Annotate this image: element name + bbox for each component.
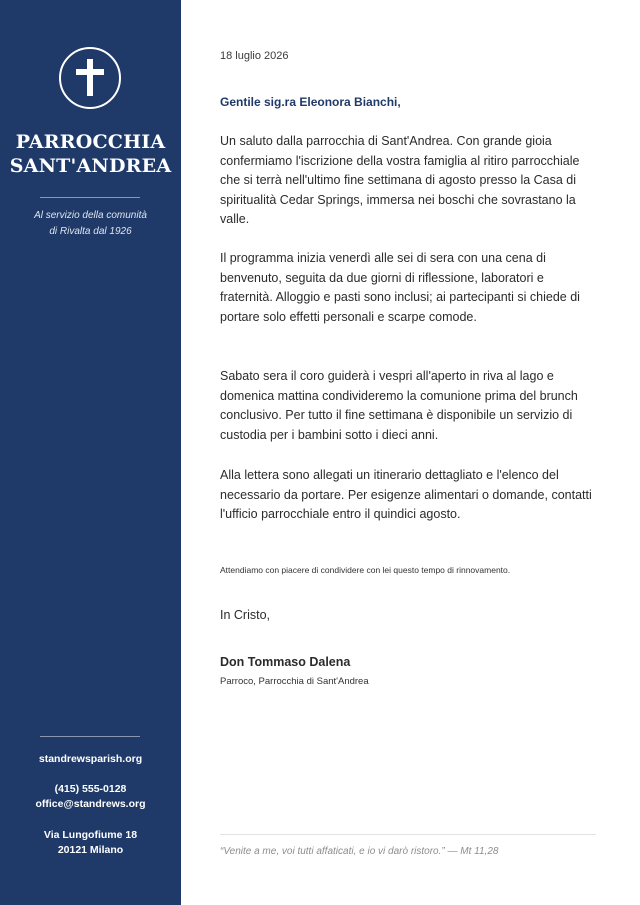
sidebar-divider-top (40, 197, 140, 198)
parish-tagline (0, 208, 181, 240)
parish-name (0, 130, 181, 178)
letter-date: 18 luglio 2026 (220, 50, 289, 62)
phone-number: (415) 555-0128 (54, 783, 127, 795)
parish-name-line1: PARROCCHIA (15, 131, 166, 153)
sidebar-divider-bottom (40, 736, 140, 737)
closing-note: Attendiamo con piacere di condividere con lei questo tempo di rinnovamento. (220, 565, 511, 575)
cross-icon (59, 47, 121, 109)
closing: In Cristo, (220, 608, 271, 622)
email-link[interactable]: office@standrews.org (35, 798, 146, 810)
address-line1: Via Lungofiume 18 (43, 829, 138, 841)
salutation: Gentile sig.ra Eleonora Bianchi, (220, 95, 401, 109)
signer-name: Don Tommaso Dalena (220, 655, 351, 669)
sidebar (0, 0, 181, 905)
paragraph-3: Sabato sera il coro guiderà i vespri all'aperto in riva al lago e domenica mattina condivideremo la comunione prima del brunch conclusivo. Per tutto il fine settimana è disponibile un servizio di custodia per i bambini sotto i dieci anni. (220, 369, 578, 442)
website-link[interactable]: standrewsparish.org (38, 753, 143, 765)
paragraph-4: Alla lettera sono allegati un itinerario dettagliato e l'elenco del necessario da portare. Per esigenze alimentari o domande, contatti l'ufficio parrocchiale entro il quindici agosto. (220, 468, 592, 521)
parish-name-line2: SANT'ANDREA (9, 155, 172, 177)
footer-divider (220, 834, 596, 835)
footer-quote: “Venite a me, voi tutti affaticati, e io vi darò ristoro.” — Mt 11,28 (220, 846, 499, 857)
signer-title: Parroco, Parrocchia di Sant'Andrea (220, 676, 369, 687)
tagline-line2: di Rivalta dal 1926 (49, 226, 132, 237)
paragraph-1: Un saluto dalla parrocchia di Sant'Andrea. Con grande gioia confermiamo l'iscrizione della vostra famiglia al ritiro parrocchiale che si terrà nell'ultimo fine settimana di agosto presso la Casa di spiritualità Cedar Springs, immersa nei boschi che sovrastano la valle. (220, 134, 580, 226)
address-line2: 20121 Milano (57, 844, 124, 856)
paragraph-2: Il programma inizia venerdì alle sei di sera con una cena di benvenuto, seguita da due giorni di riflessione, laboratori e fraternità. Alloggio e pasti sono inclusi; ai partecipanti si chiede di portare solo effetti personali e scarpe comode. (220, 251, 580, 324)
tagline-line1: Al servizio della comunità (34, 210, 147, 221)
